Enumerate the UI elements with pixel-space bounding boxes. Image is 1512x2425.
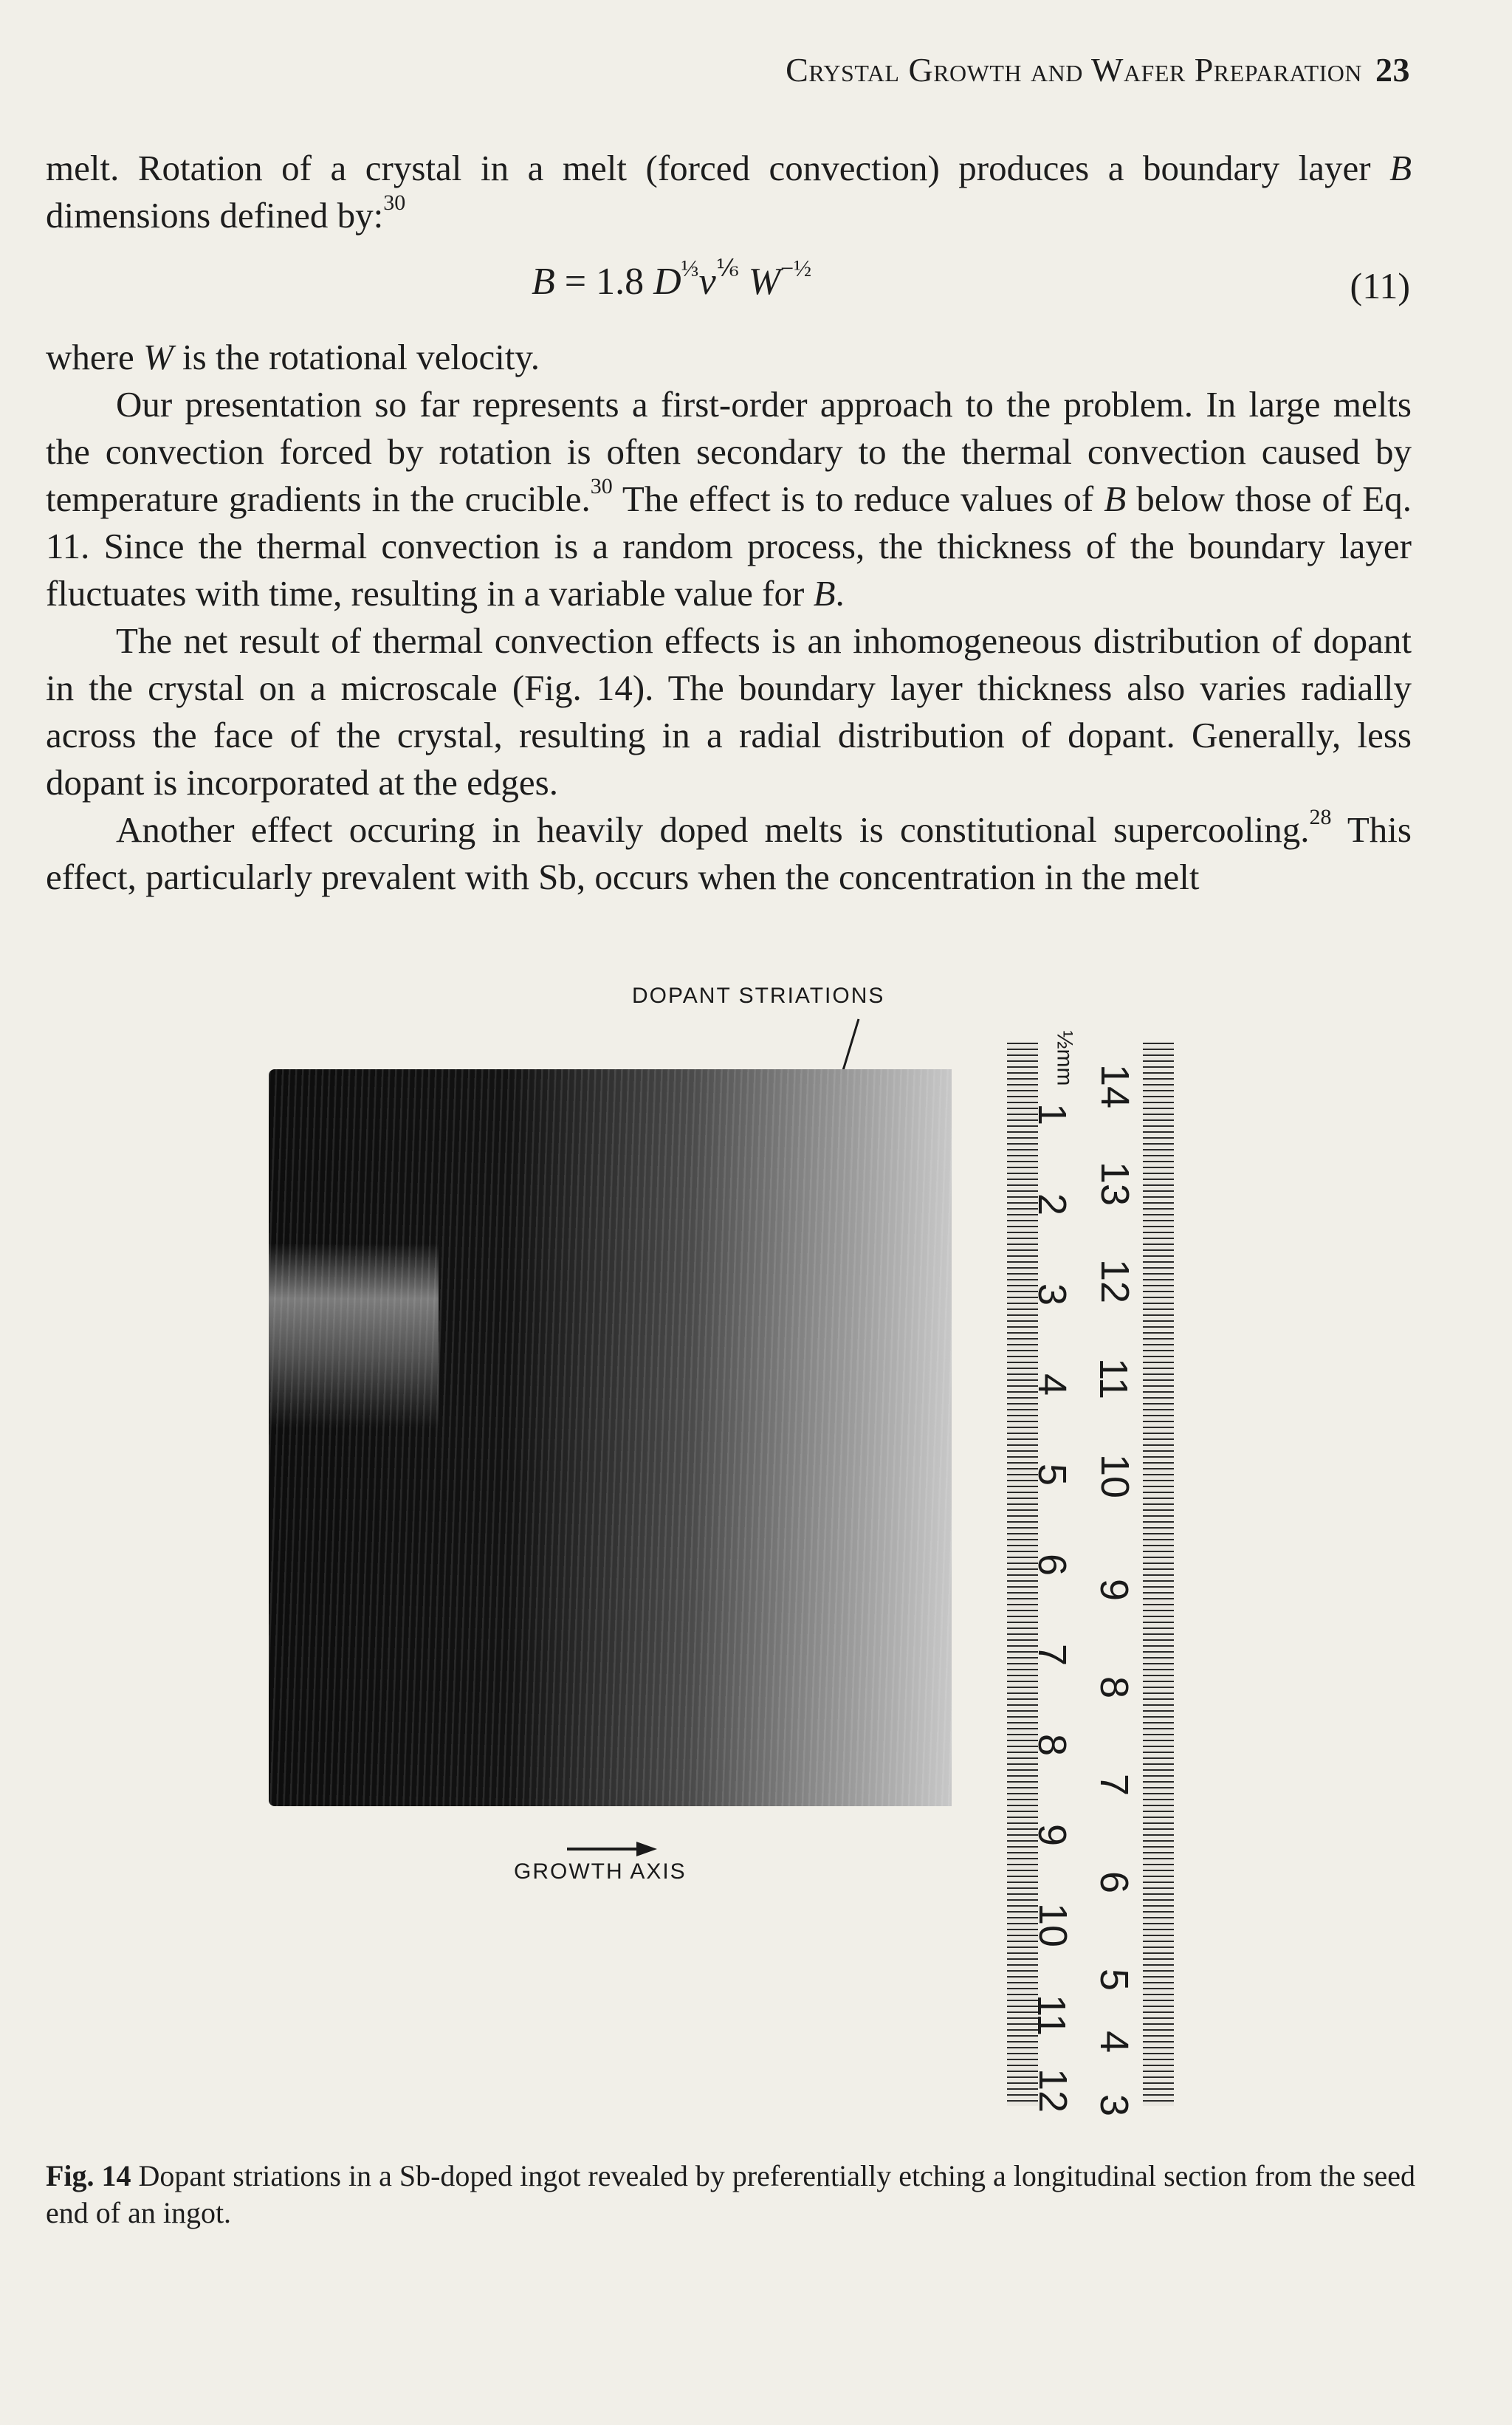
ruler-left-number: 9 — [1030, 1823, 1075, 1847]
ruler-right-number: 9 — [1092, 1578, 1137, 1602]
ruler-left-number: 4 — [1030, 1373, 1075, 1396]
equation-11 — [532, 255, 812, 303]
paragraph-1-text-end: dimensions defined by: — [46, 195, 384, 236]
paragraph-3-text-d: . — [835, 573, 845, 614]
paragraph-2-text-end: is the rotational velocity. — [173, 337, 540, 377]
ruler-right-number: 6 — [1092, 1870, 1137, 1894]
ruler-right-number: 11 — [1091, 1357, 1136, 1400]
variable-b: B — [1104, 479, 1127, 519]
equation-v: v — [698, 261, 716, 303]
paragraph-5-text-end: This effect, particularly prevalent with Sb, occurs when the concentration in the melt — [46, 809, 1412, 897]
ruler-unit-label: ½mm — [1052, 1030, 1077, 1086]
ingot-seed-cone — [269, 1244, 439, 1428]
reference-superscript: 30 — [590, 474, 613, 498]
paragraph-5-text: Another effect occuring in heavily doped melts is constitutional supercooling. — [116, 809, 1310, 850]
paragraph-3-text-c: below those of Eq. 11. Since the thermal convection is a random process, the thickness of the boundary layer fluctuates with time, resulting in a variable value for — [46, 479, 1412, 614]
caption-text: Dopant striations in a Sb-doped ingot revealed by preferentially etching a longitudinal section from the seed end of an ingot. — [46, 2159, 1416, 2229]
ruler-left-number: 8 — [1030, 1733, 1075, 1757]
equation-lhs: B — [532, 261, 555, 303]
equation-w: W — [738, 261, 781, 303]
ruler-right-number: 4 — [1092, 2030, 1137, 2054]
variable-b: B — [1389, 148, 1412, 188]
paragraph-3 — [46, 381, 1412, 617]
growth-axis-label: GROWTH AXIS — [514, 1859, 687, 1884]
running-head-title: Crystal Growth and Wafer Preparation — [786, 51, 1362, 89]
ruler-right-number: 5 — [1092, 1968, 1137, 1992]
ruler-right-number: 3 — [1092, 2093, 1137, 2117]
figure-14 — [0, 960, 1512, 2141]
paragraph-2-text: where — [46, 337, 143, 377]
variable-w: W — [142, 337, 173, 377]
paragraph-4: The net result of thermal convection effects is an inhomogeneous distribution of dopant in the crystal on a microscale (Fig. 14). The boundary layer thickness also varies radially across the face of the crystal, resulting in a radial distribution of dopant. Generally, less dopant is incorporated at the edges. — [46, 620, 1412, 803]
ruler-right-number: 13 — [1093, 1161, 1138, 1207]
ruler-left-number: 5 — [1030, 1463, 1075, 1486]
equation-w-exponent: −½ — [780, 255, 812, 281]
caption-figure-id: Fig. 14 — [46, 2159, 131, 2192]
paragraph-1 — [46, 145, 1412, 239]
ruler-left-number: 7 — [1030, 1643, 1075, 1667]
ruler-left-number: 10 — [1031, 1902, 1076, 1948]
paragraph-3-text: Our presentation so far represents a first-order approach to the problem. In large melts the convection forced by rotation is often secondary to the thermal convection caused by temperature gradients in the crucible. — [46, 384, 1412, 519]
ruler-left-number: 3 — [1030, 1283, 1075, 1306]
ruler-right-number: 12 — [1093, 1258, 1138, 1304]
reference-superscript: 30 — [383, 191, 406, 215]
ingot-photograph — [269, 1069, 952, 1806]
ruler-left-number: 11 — [1029, 1994, 1074, 2037]
paragraph-1-text: melt. Rotation of a crystal in a melt (forced convection) produces a boundary layer — [46, 148, 1390, 188]
equation-v-exponent: ⅙ — [715, 255, 739, 281]
equation-d: D — [653, 261, 681, 303]
page-number: 23 — [1375, 51, 1410, 89]
figure-caption — [46, 2158, 1426, 2232]
equation-number: (11) — [1350, 265, 1410, 306]
ruler-left-number: 1 — [1030, 1102, 1075, 1126]
ruler-left-number: 12 — [1031, 2068, 1076, 2113]
ruler-right-number: 14 — [1093, 1063, 1138, 1109]
paragraph-5 — [46, 806, 1412, 901]
ruler-right-ticks — [1143, 1043, 1174, 2106]
ruler-left-number: 6 — [1030, 1553, 1075, 1577]
equation-coefficient: = 1.8 — [554, 261, 654, 303]
variable-b: B — [813, 573, 836, 614]
ruler-right-number: 7 — [1092, 1773, 1137, 1797]
ruler-left-number: 2 — [1030, 1193, 1075, 1216]
ruler-right-number: 8 — [1092, 1675, 1137, 1699]
ruler-right-number: 10 — [1093, 1453, 1138, 1499]
paragraph-3-text-b: The effect is to reduce values of — [612, 479, 1104, 519]
dopant-striations-label: DOPANT STRIATIONS — [632, 984, 885, 1008]
paragraph-2 — [46, 334, 1412, 901]
equation-d-exponent: ⅓ — [681, 255, 699, 281]
reference-superscript: 28 — [1309, 805, 1332, 829]
running-head — [786, 50, 1410, 89]
growth-axis-arrow-head — [636, 1842, 657, 1856]
